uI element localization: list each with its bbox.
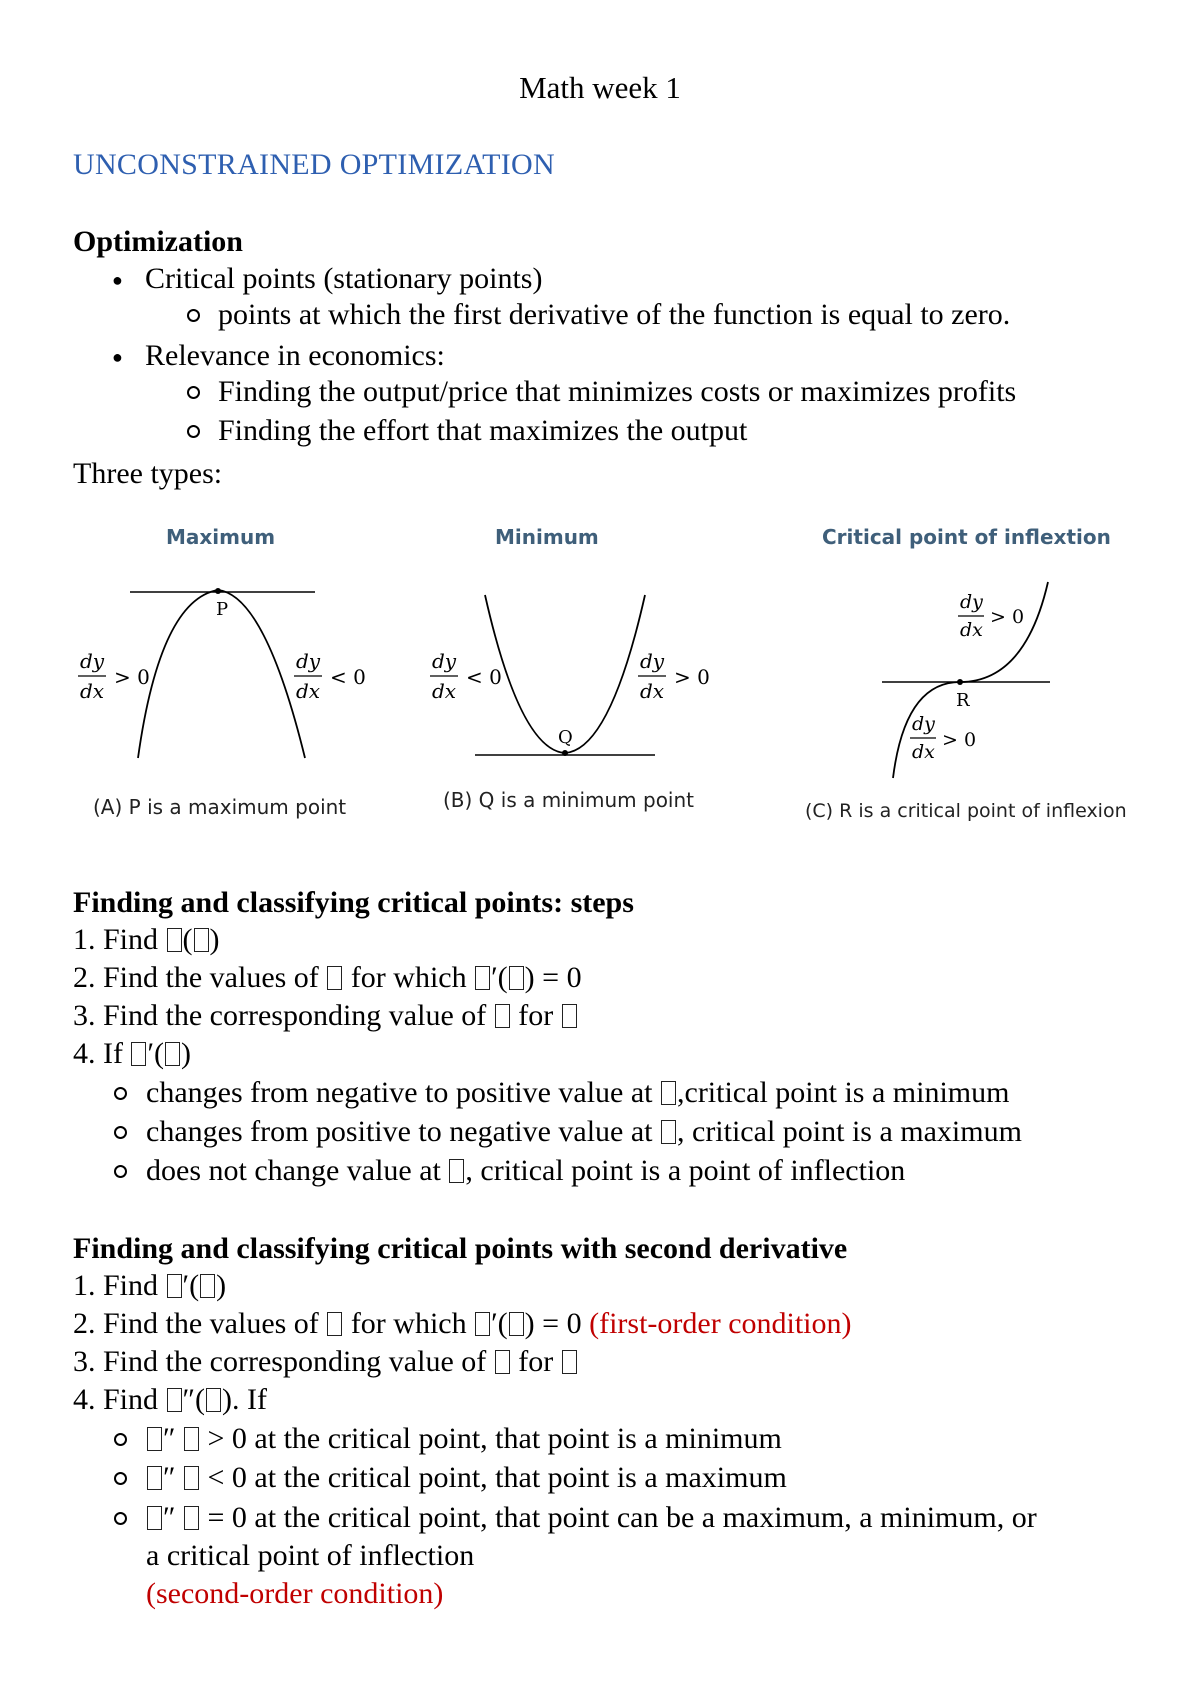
point-marker <box>957 679 963 685</box>
step-4-case-minimum <box>146 1075 1009 1111</box>
math-symbol-box <box>165 1042 180 1066</box>
step-4-case-maximum <box>146 1114 1022 1150</box>
math-symbol-box <box>184 1427 199 1451</box>
point-label-q: Q <box>558 727 573 748</box>
step-3 <box>73 998 578 1034</box>
left-sign-label: < 0 <box>466 665 502 689</box>
step-2 <box>73 960 582 996</box>
math-symbol-box <box>475 1312 490 1336</box>
second-case-inconclusive-cont: a critical point of inflection <box>146 1539 475 1572</box>
left-sign-label: > 0 <box>114 665 150 689</box>
math-symbol-box <box>327 966 342 990</box>
step-text: , critical point is a point of inflection <box>465 1154 906 1187</box>
math-symbol-box <box>509 966 524 990</box>
dy-label: dy <box>912 713 935 735</box>
math-symbol-box <box>194 928 209 952</box>
math-symbol-box <box>200 1274 215 1298</box>
point-label-r: R <box>956 690 970 711</box>
bullet-dot: ● <box>112 347 123 367</box>
sub-bullet-circle <box>187 309 200 322</box>
caption-inflexion: (C) R is a critical point of inflexion <box>805 800 1127 822</box>
steps-heading: Finding and classifying critical points: steps <box>73 886 634 919</box>
step-text: ″ <box>163 1501 176 1534</box>
step-text: ″ <box>163 1422 176 1455</box>
sub-bullet-circle <box>114 1126 127 1139</box>
math-symbol-box <box>184 1466 199 1490</box>
sub-bullet-circle <box>114 1433 127 1446</box>
step-text: does not change value at <box>146 1154 441 1187</box>
dy-label: dy <box>432 649 457 673</box>
second-step-1 <box>73 1268 226 1304</box>
step-text: > 0 at the critical point, that point is a minimum <box>207 1422 782 1455</box>
second-step-4 <box>73 1382 267 1418</box>
math-symbol-box <box>509 1312 524 1336</box>
math-symbol-box <box>562 1350 577 1374</box>
sub-bullet-costs: Finding the output/price that minimizes costs or maximizes profits <box>218 375 1017 408</box>
step-text: ′( <box>182 1269 200 1302</box>
step-text: 3. Find the corresponding value of <box>73 999 487 1032</box>
bullet-dot: ● <box>112 270 123 290</box>
step-text: ′( <box>491 1307 508 1340</box>
sub-bullet-circle <box>187 386 200 399</box>
step-4 <box>73 1036 191 1072</box>
math-symbol-box <box>206 1388 221 1412</box>
step-text: changes from negative to positive value at <box>146 1076 653 1109</box>
step-text: 4. If <box>73 1037 123 1070</box>
sub-bullet-circle <box>187 425 200 438</box>
sub-bullet-effort: Finding the effort that maximizes the output <box>218 414 748 447</box>
math-symbol-box <box>661 1081 676 1105</box>
optimization-heading: Optimization <box>73 225 243 258</box>
math-symbol-box <box>327 1312 342 1336</box>
math-symbol-box <box>147 1466 162 1490</box>
step-text: ) <box>216 1269 227 1302</box>
dy-label: dy <box>960 591 983 613</box>
sub-bullet-circle <box>114 1087 127 1100</box>
step-text: 4. Find <box>73 1383 159 1416</box>
step-text: 2. Find the values of <box>73 961 319 994</box>
second-order-condition-note: (second-order condition) <box>146 1577 444 1610</box>
step-text: < 0 at the critical point, that point is a maximum <box>207 1461 787 1494</box>
math-symbol-box <box>147 1506 162 1530</box>
first-order-condition-note: (first-order condition) <box>589 1307 852 1340</box>
sub-bullet-circle <box>114 1512 127 1525</box>
math-symbol-box <box>131 1042 146 1066</box>
step-text: 1. Find <box>73 923 159 956</box>
sub-bullet-definition: points at which the first derivative of the function is equal to zero. <box>218 298 1011 331</box>
second-derivative-heading: Finding and classifying critical points with second derivative <box>73 1232 848 1265</box>
math-symbol-box <box>184 1506 199 1530</box>
step-text: ) <box>209 923 220 956</box>
math-symbol-box <box>661 1120 676 1144</box>
right-sign-label: > 0 <box>674 665 710 689</box>
step-text: for <box>518 999 554 1032</box>
figure-inflexion-title: Critical point of inflextion <box>822 525 1111 549</box>
step-text: changes from positive to negative value at <box>146 1115 653 1148</box>
math-symbol-box <box>167 1274 182 1298</box>
step-text: ) = 0 <box>524 1307 582 1340</box>
dx-label: dx <box>80 679 105 703</box>
step-1 <box>73 922 220 958</box>
second-case-minimum <box>146 1421 782 1457</box>
math-symbol-box <box>475 966 490 990</box>
step-text: ) <box>181 1037 192 1070</box>
math-symbol-box <box>449 1159 464 1183</box>
step-text: for <box>518 1345 554 1378</box>
dx-label: dx <box>912 741 935 763</box>
sub-bullet-circle <box>114 1472 127 1485</box>
step-text: for which <box>350 1307 467 1340</box>
three-types-label: Three types: <box>73 457 223 490</box>
maximum-figure <box>78 588 366 758</box>
caption-maximum: (A) P is a maximum point <box>93 795 347 819</box>
step-text: ) = 0 <box>524 961 582 994</box>
step-text: 1. Find <box>73 1269 159 1302</box>
second-case-maximum <box>146 1460 787 1496</box>
critical-points-figures <box>0 560 1200 800</box>
inflexion-figure <box>882 582 1050 778</box>
step-text: 2. Find the values of <box>73 1307 319 1340</box>
point-marker <box>215 588 221 594</box>
dx-label: dx <box>960 619 983 641</box>
right-sign-label: < 0 <box>330 665 366 689</box>
step-text: ″ <box>163 1461 176 1494</box>
top-sign-label: > 0 <box>990 606 1025 628</box>
bullet-relevance: Relevance in economics: <box>145 339 445 372</box>
dy-label: dy <box>80 649 105 673</box>
caption-minimum: (B) Q is a minimum point <box>443 788 695 812</box>
section-heading: UNCONSTRAINED OPTIMIZATION <box>73 148 555 181</box>
step-text: ′( <box>147 1037 165 1070</box>
bullet-critical-points: Critical points (stationary points) <box>145 262 543 295</box>
second-case-inconclusive <box>146 1500 1037 1536</box>
dy-label: dy <box>640 649 665 673</box>
math-symbol-box <box>167 928 182 952</box>
math-symbol-box <box>167 1388 182 1412</box>
dx-label: dx <box>640 679 665 703</box>
step-text: ). If <box>222 1383 268 1416</box>
step-text: ″( <box>182 1383 206 1416</box>
math-symbol-box <box>495 1350 510 1374</box>
point-label-p: P <box>216 599 229 620</box>
page-title: Math week 1 <box>519 70 681 105</box>
math-symbol-box <box>495 1004 510 1028</box>
math-symbol-box <box>562 1004 577 1028</box>
figure-minimum-title: Minimum <box>495 525 599 549</box>
point-marker <box>562 750 568 756</box>
step-4-case-inflection <box>146 1153 905 1189</box>
step-text: , critical point is a maximum <box>677 1115 1022 1148</box>
dx-label: dx <box>296 679 321 703</box>
math-symbol-box <box>147 1427 162 1451</box>
bottom-sign-label: > 0 <box>942 729 977 751</box>
step-text: for which <box>350 961 467 994</box>
second-step-3 <box>73 1344 578 1380</box>
step-text: ′( <box>491 961 508 994</box>
dx-label: dx <box>432 679 457 703</box>
second-step-2 <box>73 1306 852 1342</box>
step-text: ( <box>182 923 193 956</box>
step-text: 3. Find the corresponding value of <box>73 1345 487 1378</box>
figure-maximum-title: Maximum <box>166 525 276 549</box>
step-text: ,critical point is a minimum <box>677 1076 1010 1109</box>
sub-bullet-circle <box>114 1165 127 1178</box>
dy-label: dy <box>296 649 321 673</box>
step-text: = 0 at the critical point, that point can be a maximum, a minimum, or <box>207 1501 1037 1534</box>
minimum-figure <box>430 595 710 756</box>
